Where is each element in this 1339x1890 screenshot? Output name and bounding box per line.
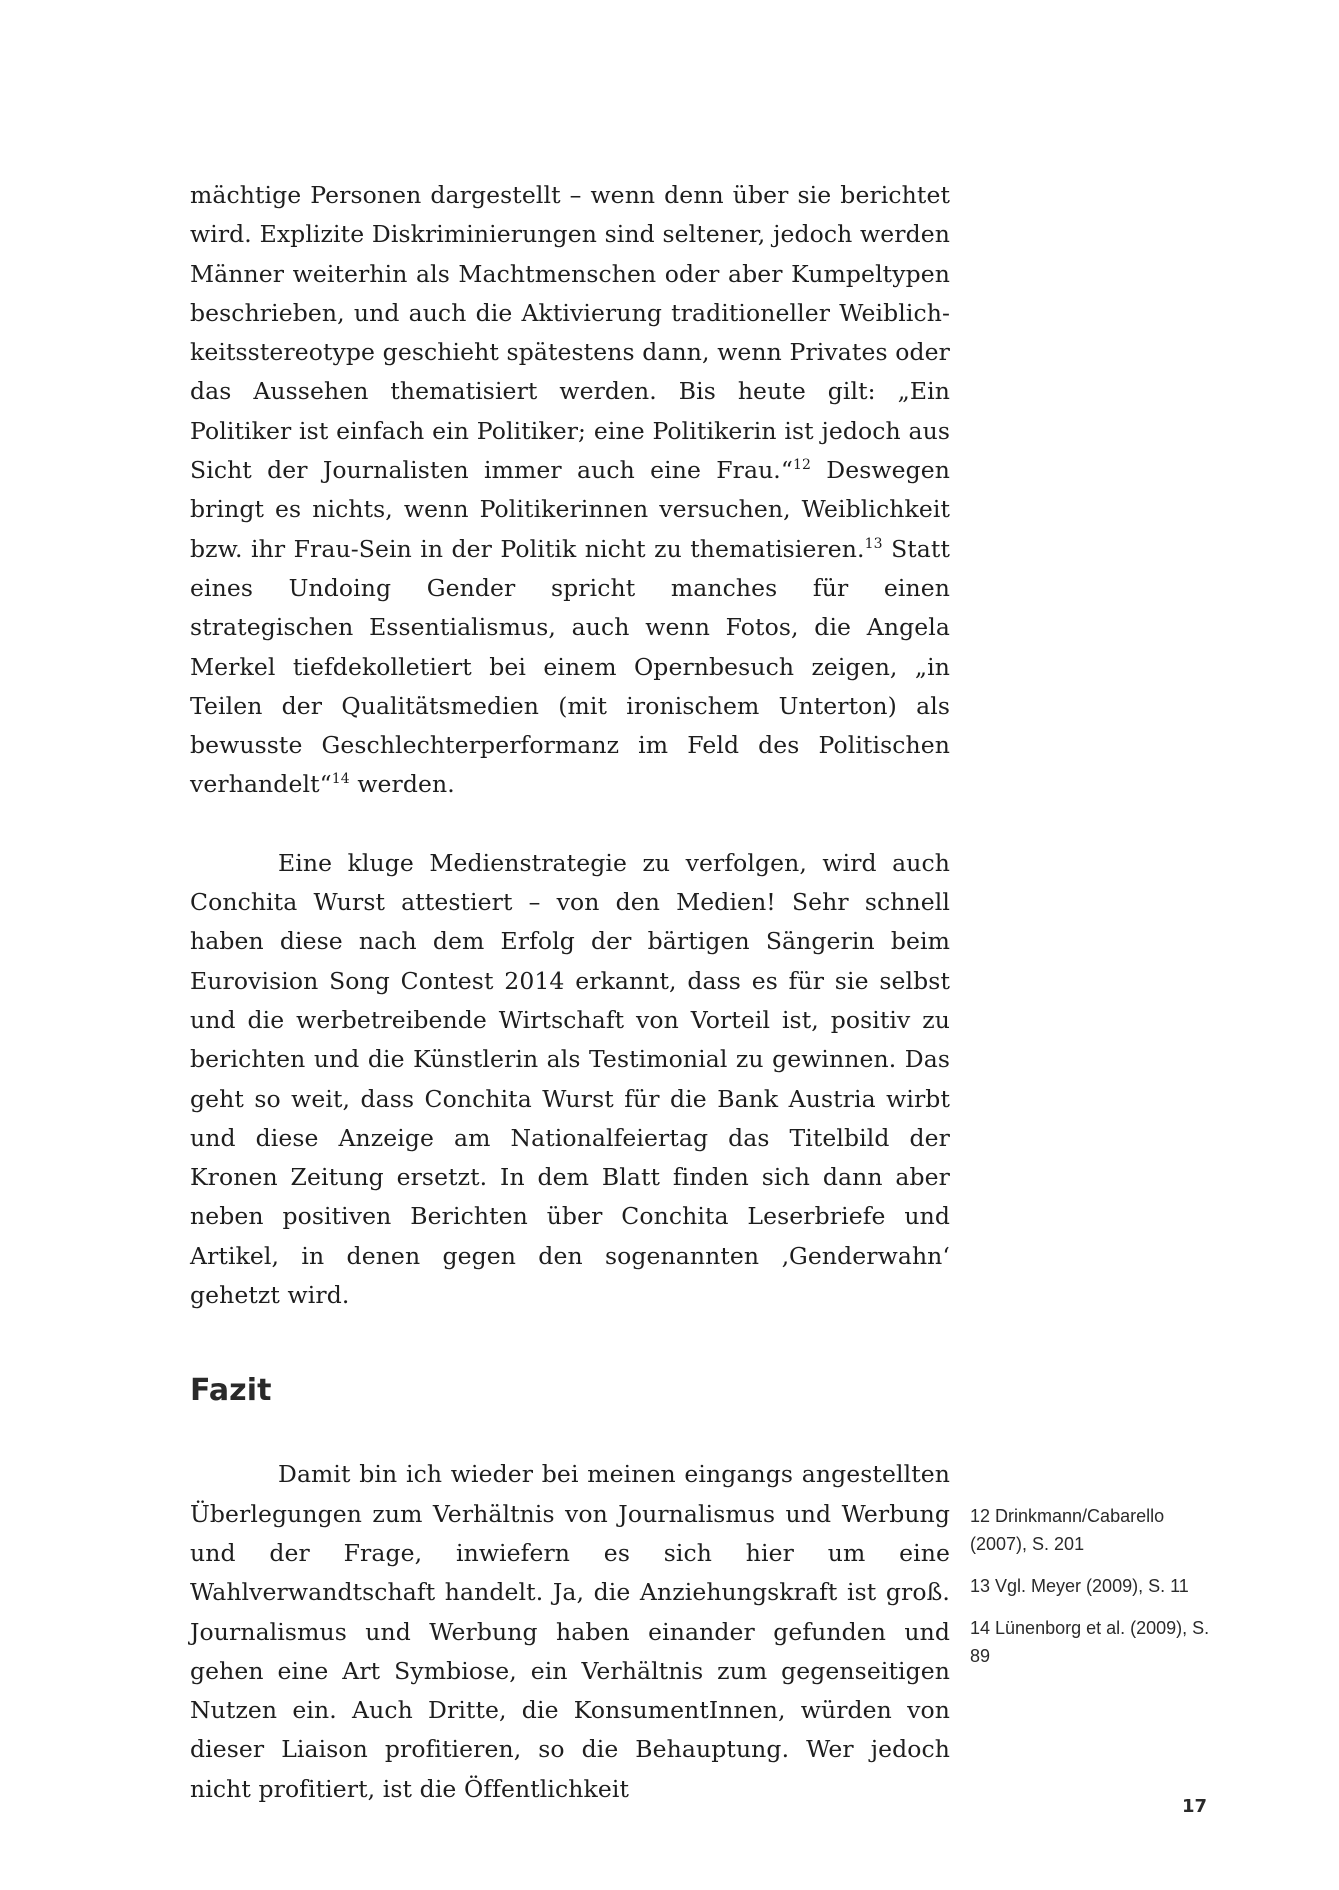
paragraph-2: Eine kluge Medienstrategie zu verfolgen, wird auch Conchita Wurst attestiert – von den Medien! Sehr schnell haben diese nach dem Erfolg der bärtigen Sängerin beim Eurovision Song Contest 2014 erkannt, dass es für sie selbst und die werbetreibende Wirtschaft von Vorteil ist, positiv zu berichten und die Künstlerin als Testimonial zu gewinnen. Das geht so weit, dass Conchita Wurst für die Bank Austria wirbt und diese Anzeige am Nationalfeiertag das Titelbild der Kronen Zeitung ersetzt. In dem Blatt finden sich dann aber neben positiven Berichten über Conchita Leserbriefe und Artikel, in denen gegen den sogenannten ‚Genderwahn‘ gehetzt wird. (190, 848, 950, 1310)
paragraph-1 (190, 176, 950, 805)
page-number: 17 (1182, 1796, 1208, 1817)
paragraph-1-text-c: Statt eines Undoing Gender spricht manches für einen strategischen Essentialismus, auch wenn Fotos, die Angela Merkel tiefdekolletiert bei einem Opernbesuch zeigen, „in Teilen der Qualitätsmedien (mit ironischem Unterton) als bewusste Geschlechterperformanz im Feld des Politischen verhandelt“ (190, 534, 951, 799)
footnote-12: 12 Drinkmann/Cabarello (2007), S. 201 (970, 1506, 1165, 1554)
section-heading: Fazit (190, 1373, 272, 1409)
footnote-13: 13 Vgl. Meyer (2009), S. 11 (970, 1576, 1189, 1596)
footnote-ref-12: 12 (792, 457, 811, 474)
paragraph-3: Damit bin ich wieder bei meinen eingangs angestellten Überlegungen zum Verhältnis von Journalismus und Werbung und der Frage, inwiefern es sich hier um eine Wahlverwandtschaft handelt. Ja, die Anziehungskraft ist groß. Journalismus und Werbung haben einander gefunden und gehen eine Art Symbiose, ein Verhältnis zum gegenseitigen Nutzen ein. Auch Dritte, die KonsumentInnen, würden von dieser Liaison profitieren, so die Behauptung. Wer jedoch nicht profitiert, ist die Öffentlichkeit (190, 1460, 950, 1803)
footnote-14: 14 Lünenborg et al. (2009), S. 89 (970, 1618, 1210, 1666)
footnotes (970, 1502, 1210, 1684)
main-text-column (190, 176, 950, 1809)
footnote-ref-13: 13 (864, 535, 883, 552)
paragraph-1-text-a: mächtige Personen dargestellt – wenn denn über sie berichtet wird. Explizite Diskriminierungen sind seltener, jedoch werden Männer weiterhin als Machtmenschen oder aber Kumpeltypen beschrieben, und auch die Aktivierung traditioneller Weiblichkeitsstereotype geschieht spätestens dann, wenn Privates oder das Aussehen thematisiert werden. Bis heute gilt: „Ein Politiker ist einfach ein Politiker; eine Politikerin ist jedoch aus Sicht der Journalisten immer auch eine Frau.“ (190, 181, 950, 485)
paragraph-1-text-d: werden. (349, 770, 455, 799)
paragraph-1-text-b: Deswegen bringt es nichts, wenn Politikerinnen versuchen, Weiblichkeit bzw. ihr Frau-Sein in der Politik nicht zu thematisieren. (190, 456, 950, 563)
footnote-ref-14: 14 (331, 771, 350, 788)
